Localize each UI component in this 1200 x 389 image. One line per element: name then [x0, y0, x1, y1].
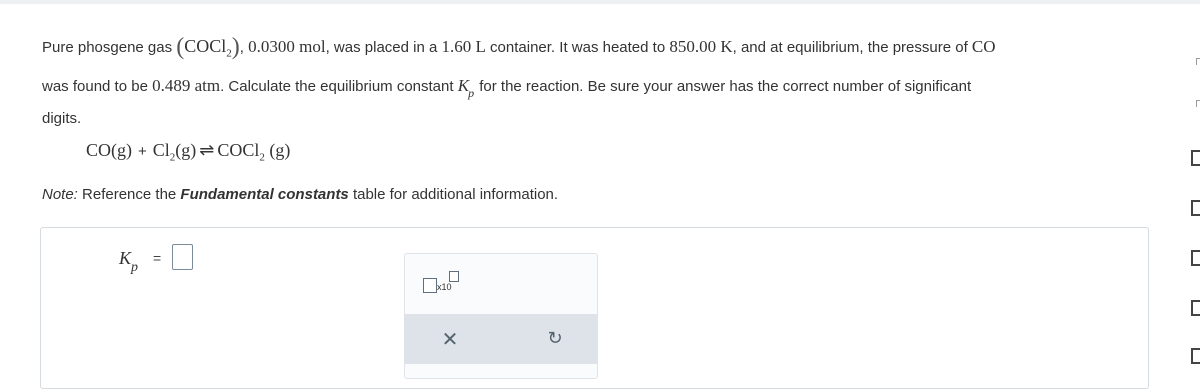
product-cocl2: COCl	[217, 140, 260, 160]
question-text-part: ,	[239, 39, 249, 56]
subscript: 2	[259, 151, 265, 164]
exponent-box-icon	[449, 271, 459, 282]
kp-answer-input[interactable]	[172, 244, 193, 270]
pressure-value: 0.489 atm	[152, 75, 221, 95]
scientific-notation-button[interactable]	[423, 268, 463, 298]
x10-label: x10	[437, 282, 452, 292]
undo-icon[interactable]: ↻	[543, 326, 567, 352]
rail-tab[interactable]	[1191, 150, 1200, 166]
rail-tab[interactable]	[1191, 348, 1200, 364]
rail-tab[interactable]	[1191, 250, 1200, 266]
formula-subscript: 2	[226, 47, 232, 60]
question-text-part: . Calculate the equilibrium constant	[220, 77, 458, 95]
side-rail	[1183, 0, 1200, 381]
note-text-part: Reference the	[77, 186, 181, 203]
answer-area	[40, 227, 1149, 389]
state-label: (g)	[264, 140, 291, 160]
formula-text: COCl	[184, 36, 227, 56]
note-prefix: Note:	[42, 186, 78, 203]
question-text	[42, 30, 1152, 135]
co-label: CO	[971, 37, 996, 56]
equilibrium-arrow-icon: ⇌	[199, 140, 215, 160]
question-text-part: was found to be	[42, 77, 153, 95]
rail-marker	[1196, 58, 1200, 65]
question-line-3: digits.	[42, 109, 82, 127]
fundamental-constants-link[interactable]: Fundamental constants	[180, 186, 349, 203]
mantissa-box-icon	[423, 278, 437, 293]
question-text-part: for the reaction. Be sure your answer has the correct number of significant	[475, 77, 972, 95]
question-text-part: , and at equilibrium, the pressure of	[732, 39, 972, 56]
temperature-value: 850.00 K	[669, 37, 733, 56]
note-text-part: table for additional information.	[348, 186, 559, 203]
reactant-co: CO	[86, 140, 112, 160]
kp-subscript: p	[468, 85, 475, 100]
moles-value: 0.0300 mol	[248, 37, 326, 56]
top-divider	[0, 0, 1200, 4]
subscript: 2	[169, 151, 176, 164]
phosgene-formula	[184, 36, 232, 60]
rail-tab[interactable]	[1191, 300, 1200, 316]
note-text	[42, 186, 558, 203]
state-label: (g)	[111, 140, 133, 160]
question-text-part: Pure phosgene gas	[42, 39, 177, 56]
question-line-1	[42, 30, 1152, 70]
question-text-part: container. It was heated to	[485, 39, 670, 56]
question-line-2	[42, 70, 1152, 103]
kp-symbol: K	[119, 248, 132, 268]
paren-close: )	[231, 34, 240, 60]
reaction-equation	[86, 140, 290, 164]
paren-open: (	[176, 34, 185, 60]
state-label: (g)	[175, 140, 197, 160]
equals-sign: =	[153, 250, 162, 266]
rail-tab[interactable]	[1191, 200, 1200, 216]
close-icon[interactable]: ✕	[438, 326, 462, 352]
answer-tool-panel	[404, 253, 598, 379]
kp-subscript: p	[131, 260, 139, 275]
question-text-part: , was placed in a	[325, 39, 442, 56]
kp-label	[119, 248, 139, 275]
rail-marker	[1196, 100, 1200, 107]
plus-sign: +	[138, 143, 147, 160]
kp-symbol: K	[457, 75, 470, 95]
volume-value: 1.60 L	[441, 37, 486, 56]
tool-footer	[405, 314, 597, 364]
reactant-cl2: Cl	[152, 140, 170, 160]
